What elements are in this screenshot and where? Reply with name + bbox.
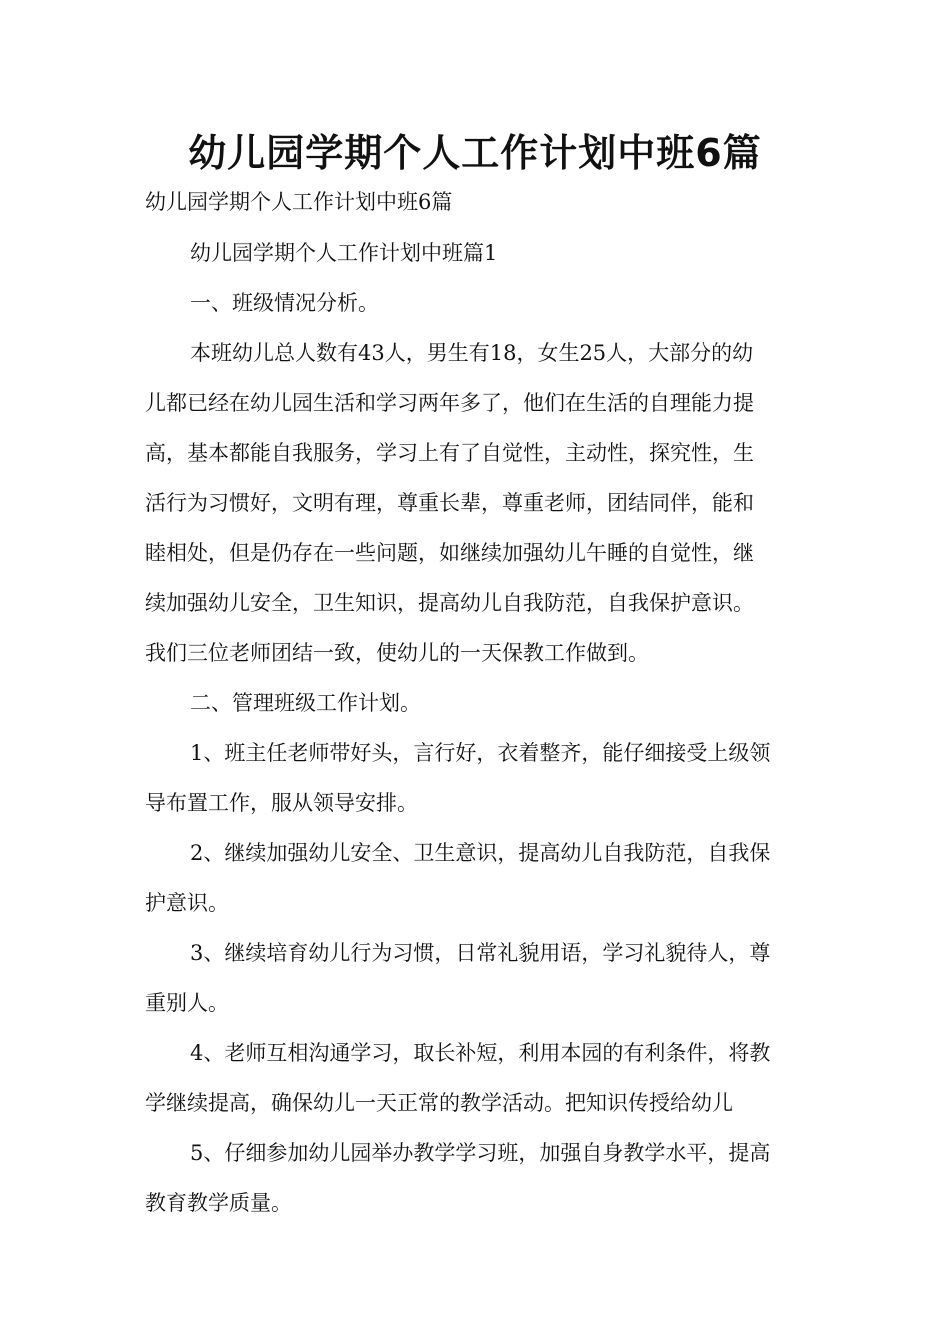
document-subtitle: 幼儿园学期个人工作计划中班6篇	[145, 190, 453, 214]
paragraph-line: 高，基本都能自我服务，学习上有了自觉性，主动性，探究性，生	[145, 441, 754, 465]
paragraph-line: 我们三位老师团结一致，使幼儿的一天保教工作做到。	[145, 641, 649, 665]
section-heading: 幼儿园学期个人工作计划中班篇1	[190, 241, 498, 265]
list-item-line: 学继续提高，确保幼儿一天正常的教学活动。把知识传授给幼儿	[145, 1091, 733, 1115]
list-item-line: 3、继续培育幼儿行为习惯，日常礼貌用语，学习礼貌待人，尊	[190, 941, 771, 965]
paragraph-line: 活行为习惯好，文明有理，尊重长辈，尊重老师，团结同伴，能和	[145, 491, 754, 515]
list-item-line: 1、班主任老师带好头，言行好，衣着整齐，能仔细接受上级领	[190, 741, 771, 765]
list-item-line: 重别人。	[145, 991, 229, 1015]
heading-class-analysis: 一、班级情况分析。	[190, 291, 379, 315]
heading-class-management: 二、管理班级工作计划。	[190, 691, 421, 715]
paragraph-line: 本班幼儿总人数有43人，男生有18，女生25人，大部分的幼	[190, 341, 754, 365]
list-item-line: 4、老师互相沟通学习，取长补短，利用本园的有利条件，将教	[190, 1041, 771, 1065]
list-item-line: 2、继续加强幼儿安全、卫生意识，提高幼儿自我防范，自我保	[190, 841, 771, 865]
list-item-line: 导布置工作，服从领导安排。	[145, 791, 418, 815]
paragraph-line: 续加强幼儿安全，卫生知识，提高幼儿自我防范，自我保护意识。	[145, 591, 754, 615]
paragraph-line: 睦相处，但是仍存在一些问题，如继续加强幼儿午睡的自觉性，继	[145, 541, 754, 565]
list-item-line: 教育教学质量。	[145, 1191, 292, 1215]
list-item-line: 5、仔细参加幼儿园举办教学学习班，加强自身教学水平，提高	[190, 1141, 771, 1165]
document-title: 幼儿园学期个人工作计划中班6篇	[188, 131, 762, 175]
paragraph-line: 儿都已经在幼儿园生活和学习两年多了，他们在生活的自理能力提	[145, 391, 754, 415]
list-item-line: 护意识。	[145, 891, 229, 915]
